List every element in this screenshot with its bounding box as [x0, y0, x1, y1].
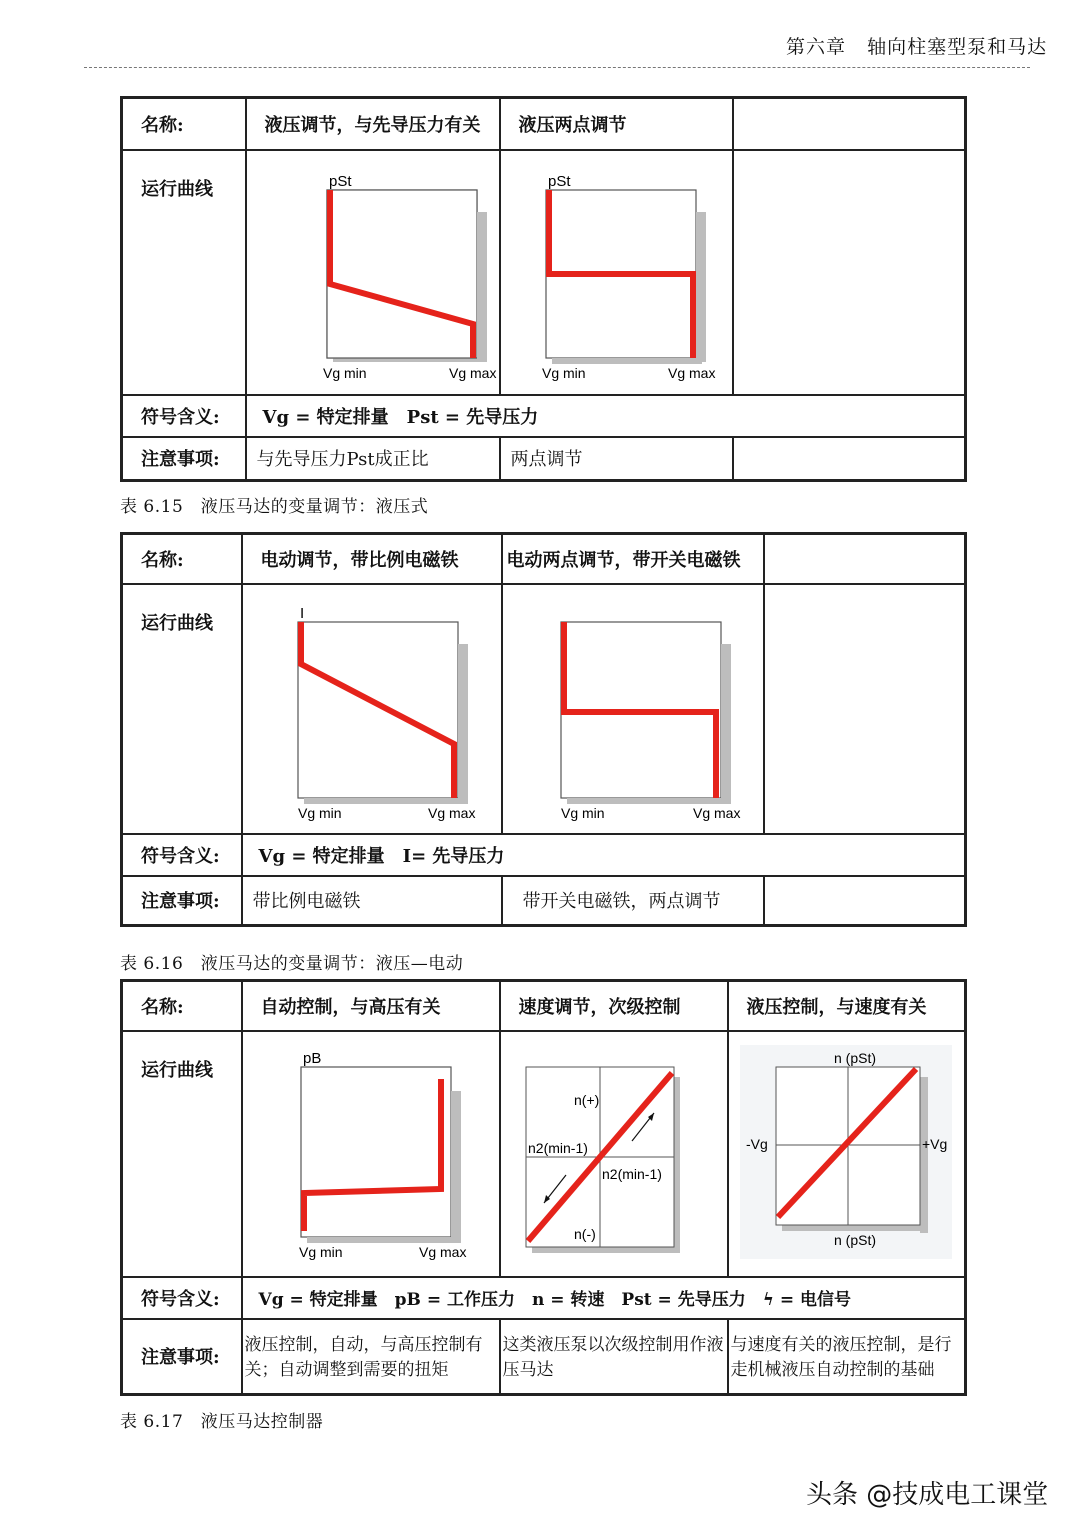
y-axis-label: I [299, 604, 304, 622]
x-max-label: Vg max [668, 365, 716, 381]
plot-speed-dependent [734, 1041, 958, 1267]
bottom-label: n (pSt) [834, 1231, 877, 1248]
plot-secondary-control [514, 1041, 714, 1267]
table-caption: 表 6.16 液压马达的变量调节：液压—电动 [120, 954, 464, 974]
x-max-label: Vg max [692, 804, 740, 821]
note-cell: 带比例电磁铁 [242, 876, 502, 926]
curve-cell [728, 1031, 966, 1277]
note-cell: 这类液压泵以次级控制用作液压马达 [500, 1319, 728, 1395]
curve-cell [246, 150, 500, 395]
plot-proportional-solenoid [262, 594, 482, 824]
table-6-15 [120, 96, 967, 482]
bottom-label: n(-) [573, 1225, 596, 1242]
curve-label: 运行曲线 [122, 150, 246, 395]
name-cell [733, 98, 966, 150]
x-max-label: Vg max [448, 365, 496, 381]
x-max-label: Vg max [427, 804, 475, 821]
watermark: 头条 @技成电工课堂 [806, 1480, 1049, 1510]
right-label: n2(min-1) [601, 1165, 662, 1182]
plot-hydraulic-proportional [273, 162, 496, 382]
right-label: +Vg [922, 1135, 948, 1152]
symbols-text: Vg = 特定排量 pB = 工作压力 n = 转速 Pst = 先导压力 ϟ = 电信号 [242, 1277, 966, 1319]
name-cell: 液压两点调节 [500, 98, 733, 150]
notes-label: 注意事项: [122, 437, 246, 481]
note-cell: 两点调节 [500, 437, 733, 481]
note-cell: 带开关电磁铁，两点调节 [502, 876, 764, 926]
table-6-17 [120, 979, 967, 1396]
symbols-label: 符号含义: [122, 834, 242, 876]
plot-shadow [920, 1077, 928, 1233]
plot-frame [298, 622, 458, 798]
header-rule [84, 67, 1030, 68]
curve-cell [500, 1031, 728, 1277]
x-min-label: Vg min [542, 365, 586, 381]
symbols-text: Vg = 特定排量 I= 先导压力 [242, 834, 966, 876]
symbols-label: 符号含义: [122, 1277, 242, 1319]
top-label: n (pSt) [834, 1049, 877, 1066]
note-cell: 与速度有关的液压控制，是行走机械液压自动控制的基础 [728, 1319, 966, 1395]
name-cell: 电动调节，带比例电磁铁 [242, 534, 502, 584]
name-cell: 液压控制，与速度有关 [728, 981, 966, 1031]
curve-cell-empty [764, 584, 966, 834]
chapter-number: 第六章 [786, 36, 847, 58]
x-min-label: Vg min [298, 1243, 343, 1260]
plot-shadow [721, 644, 731, 804]
name-cell: 液压调节，与先导压力有关 [246, 98, 500, 150]
plot-switching-solenoid [523, 594, 743, 824]
curve-cell-empty [733, 150, 966, 395]
name-label: 名称: [122, 981, 242, 1031]
left-label: n2(min-1) [527, 1139, 588, 1156]
symbols-text: Vg = 特定排量 Pst = 先导压力 [246, 395, 966, 437]
note-cell [733, 437, 966, 481]
plot-shadow [451, 1091, 461, 1243]
curve-cell [502, 584, 764, 834]
symbols-label: 符号含义: [122, 395, 246, 437]
name-cell [764, 534, 966, 584]
name-cell: 电动两点调节，带开关电磁铁 [502, 534, 764, 584]
y-axis-label: pSt [328, 173, 352, 190]
plot-shadow [458, 644, 468, 804]
notes-label: 注意事项: [122, 876, 242, 926]
chapter-title: 轴向柱塞型泵和马达 [867, 36, 1048, 58]
y-axis-label: pSt [548, 173, 571, 190]
y-axis-label: pB [302, 1049, 321, 1067]
name-label: 名称: [122, 534, 242, 584]
curve-cell [242, 584, 502, 834]
note-cell: 液压控制，自动，与高压控制有关；自动调整到需要的扭矩 [242, 1319, 500, 1395]
table-6-16 [120, 532, 967, 927]
table-caption: 表 6.17 液压马达控制器 [120, 1412, 324, 1432]
plot-frame [301, 1067, 451, 1237]
x-min-label: Vg min [297, 804, 342, 821]
curve-cell [242, 1031, 500, 1277]
x-min-label: Vg min [322, 365, 367, 381]
name-cell: 自动控制，与高压有关 [242, 981, 500, 1031]
left-label: -Vg [746, 1135, 769, 1152]
page-header [786, 32, 1047, 59]
curve-label: 运行曲线 [122, 584, 242, 834]
notes-label: 注意事项: [122, 1319, 242, 1395]
top-label: n(+) [573, 1091, 599, 1108]
table-caption: 表 6.15 液压马达的变量调节：液压式 [120, 497, 429, 517]
x-min-label: Vg min [560, 804, 605, 821]
plot-hydraulic-two-point [516, 162, 716, 382]
curve-label: 运行曲线 [122, 1031, 242, 1277]
plot-shadow [696, 212, 706, 362]
plot-auto-high-pressure [271, 1041, 471, 1267]
x-max-label: Vg max [418, 1243, 466, 1260]
note-cell [764, 876, 966, 926]
name-label: 名称: [122, 98, 246, 150]
note-cell: 与先导压力Pst成正比 [246, 437, 500, 481]
curve-cell [500, 150, 733, 395]
name-cell: 速度调节，次级控制 [500, 981, 728, 1031]
